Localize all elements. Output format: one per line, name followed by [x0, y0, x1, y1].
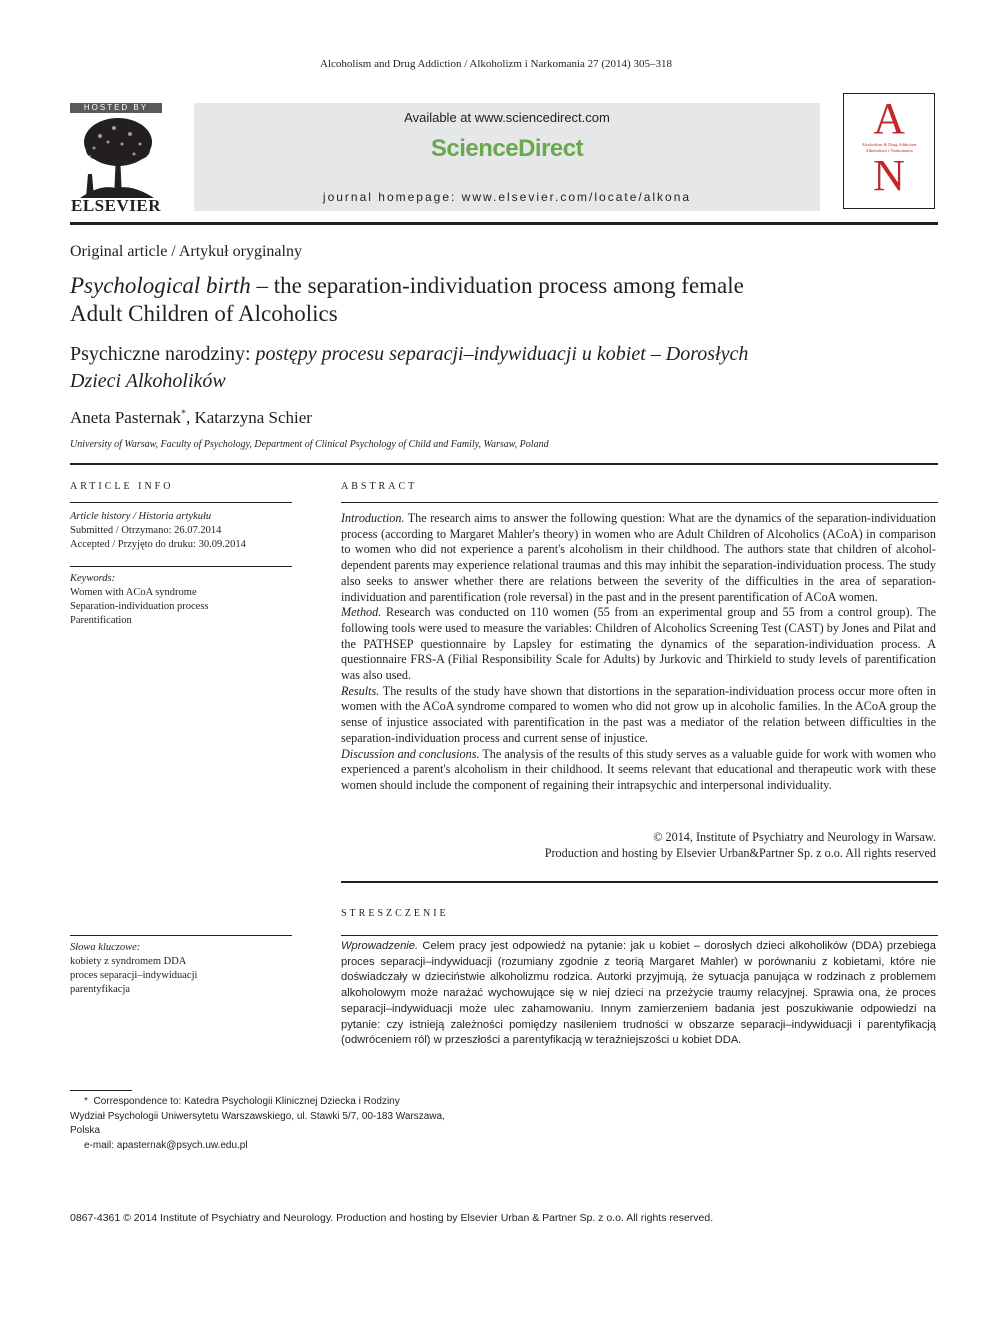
abstract-heading: ABSTRACT [341, 481, 418, 492]
article-info-divider [70, 502, 292, 503]
abstract-body [341, 511, 936, 794]
journal-logo-letter-n: N [873, 151, 905, 200]
streszczenie-label: Wprowadzenie. [341, 940, 419, 952]
abstract-text: The results of the study have shown that distortions in the separation-individuation process occur more often in women with the ACoA syndrome compared to women who did not grow up in alcoholic families. In the ACoA group the sense of injustice associated with parentification in the past was a mediator of the relation between difficulties in the separation-individuation process and current sense of injustice. [341, 683, 936, 745]
footnote-line: Polska [70, 1125, 101, 1136]
journal-logo-caption-line: Alcoholism & Drug Addiction [861, 142, 917, 147]
title-english [70, 272, 770, 328]
keyword-item: Women with ACoA syndrome [70, 587, 197, 598]
sciencedirect-logo[interactable]: ScienceDirect [430, 135, 584, 162]
footnote-email[interactable]: e-mail: apasternak@psych.uw.edu.pl [84, 1139, 248, 1151]
footnote-line: Correspondence to: Katedra Psychologii Klinicznej Dziecka i Rodziny [93, 1096, 400, 1107]
history-label: Article history / Historia artykułu [70, 511, 212, 522]
keyword-item: kobiety z syndromem DDA [70, 956, 187, 967]
keyword-item: Separation-individuation process [70, 601, 209, 612]
copyright-line: © 2014, Institute of Psychiatry and Neurology in Warsaw. [653, 830, 936, 844]
streszczenie-text: Celem pracy jest odpowiedź na pytanie: jak u kobiet – dorosłych dzieci alkoholików (DDA) przebiega proces separacji–indywiduacji (rozumiany zgodnie z teorią Margaret Mahler) w porównaniu z kobietami, które nie doświadczały w dzieciństwie alkoholizmu rodzica. Autorki przyjmują, że sytuacja panująca w rodzinach z problemem alkoholowym może narażać wychowujące się w niej dzieci na przeżycie traumy relacyjnej. Sprawia ona, że proces separacji–indywiduacji może ulec zahamowaniu. Innym zamierzeniem badania jest poszukiwanie odpowiedzi na pytanie: czy istnieją zależności pomiędzy nasileniem trudności w obszarze separacji–indywiduacji i parentyfikacją (odwróceniem ról) w przeszłości a parentyfikacją w teraźniejszości u kobiet DDA. [341, 940, 936, 1047]
abstract-label: Introduction. [341, 511, 405, 525]
slowa-kluczowe-divider [70, 935, 292, 936]
author-1[interactable]: Aneta Pasternak [70, 408, 181, 427]
journal-logo-caption-line: Alkoholizm i Narkomania [865, 148, 913, 153]
streszczenie-body [341, 939, 936, 1049]
article-info-divider [70, 566, 292, 567]
author-2[interactable]: , Katarzyna Schier [185, 408, 312, 427]
abstract-label: Discussion and conclusions. [341, 746, 480, 761]
footnote-line: Wydział Psychologii Uniwersytetu Warszawskiego, ul. Stawki 5/7, 00-183 Warszawa, [70, 1110, 445, 1122]
journal-homepage-link[interactable]: journal homepage: www.elsevier.com/locate/alkona [322, 190, 692, 204]
slowa-kluczowe-block [70, 941, 292, 997]
accepted-date: Accepted / Przyjęto do druku: 30.09.2014 [70, 539, 246, 550]
journal-logo-letter-a: A [873, 94, 905, 143]
title-polish-italic: postępy procesu separacji–indywiduacji u kobiet – Dorosłych Dzieci Alkoholików [70, 343, 749, 392]
abstract-paragraph [341, 684, 936, 747]
slowa-kluczowe-label: Słowa kluczowe: [70, 942, 141, 953]
article-history [70, 510, 292, 552]
title-english-italic: Psychological birth [70, 273, 251, 298]
article-type: Original article / Artykuł oryginalny [70, 243, 302, 260]
abstract-end-divider [341, 881, 938, 883]
journal-citation: Alcoholism and Drug Addiction / Alkoholizm i Narkomania 27 (2014) 305–318 [320, 58, 672, 70]
available-at-text[interactable]: Available at www.sciencedirect.com [404, 110, 610, 125]
page-footer: 0867-4361 © 2014 Institute of Psychiatry and Neurology. Production and hosting by Elsevier Urban & Partner Sp. z o.o. All rights reserved. [70, 1212, 714, 1224]
abstract-copyright [341, 830, 936, 861]
hosted-by-label: HOSTED BY [70, 103, 162, 113]
keywords-label: Keywords: [70, 573, 116, 584]
keywords-block [70, 572, 292, 628]
title-polish [70, 341, 790, 395]
title-polish-plain: Psychiczne narodziny: [70, 343, 256, 365]
elsevier-tree-logo-icon [70, 114, 162, 198]
abstract-divider [341, 502, 938, 503]
abstract-label: Method. [341, 605, 382, 620]
abstract-text: The research aims to answer the following question: What are the dynamics of the separation-individuation process (according to Margaret Mahler's theory) in women who are Adult Children of Alcoholics (ACoA) in comparison to women who did not experience a parent's alcoholism in their childhood. The authors state that children of alcohol-dependent parents may experience relational traumas and this may inhibit the separation-individuation process. The study also seeks to answer whether there are relations between the severity of the difficulties in the area of separation-individuation and parentification (role reversal) in the past and in the present parentification of ACoA women. [341, 511, 936, 604]
author-1-footnote-mark[interactable]: * [180, 408, 186, 420]
footnote-mark: * [84, 1096, 88, 1107]
abstract-text: Research was conducted on 110 women (55 from an experimental group and 55 from a control group). The following tools were used to measure the variables: Children of Alcoholics Screening Test (CAST) by Jones and Pilat and the PATHSEP questionnaire by Lapsley for estimating the dynamics of the separation-individuation process. A questionnaire FRS-A (Filial Responsibility Scale for Adults) by Jurkovic and Thirkield to study levels of parentification was also used. [341, 605, 936, 683]
footnote-divider [70, 1090, 132, 1091]
abstract-text: The analysis of the results of this study serves as a valuable guide for work with women who experienced a parent's alcoholism in their childhood. It seems relevant that educational and therapeutic work with these women should include the component of regaining their intrapsychic and interpersonal individuality. [341, 746, 936, 792]
abstract-paragraph [341, 747, 936, 794]
elsevier-wordmark: ELSEVIER [71, 196, 161, 215]
copyright-line: Production and hosting by Elsevier Urban&Partner Sp. z o.o. All rights reserved [544, 845, 936, 860]
abstract-paragraph [341, 511, 936, 605]
abstract-label: Results. [341, 683, 380, 698]
authors [70, 408, 312, 428]
keyword-item: parentyfikacja [70, 984, 131, 995]
header-divider [70, 222, 938, 225]
correspondence-footnote [70, 1095, 490, 1153]
streszczenie-divider [341, 935, 938, 936]
keyword-item: Parentification [70, 615, 132, 626]
affiliation: University of Warsaw, Faculty of Psychology, Department of Clinical Psychology of Child and Family, Warsaw, Poland [70, 439, 549, 450]
streszczenie-paragraph [341, 939, 936, 1049]
section-divider [70, 463, 938, 465]
abstract-paragraph [341, 605, 936, 684]
title-english-rest: – the separation-individuation process among female Adult Children of Alcoholics [70, 273, 744, 326]
streszczenie-heading: STRESZCZENIE [341, 908, 449, 919]
article-info-heading: ARTICLE INFO [70, 481, 174, 492]
keyword-item: proces separacji–indywiduacji [70, 970, 198, 981]
received-date: Submitted / Otrzymano: 26.07.2014 [70, 525, 222, 536]
